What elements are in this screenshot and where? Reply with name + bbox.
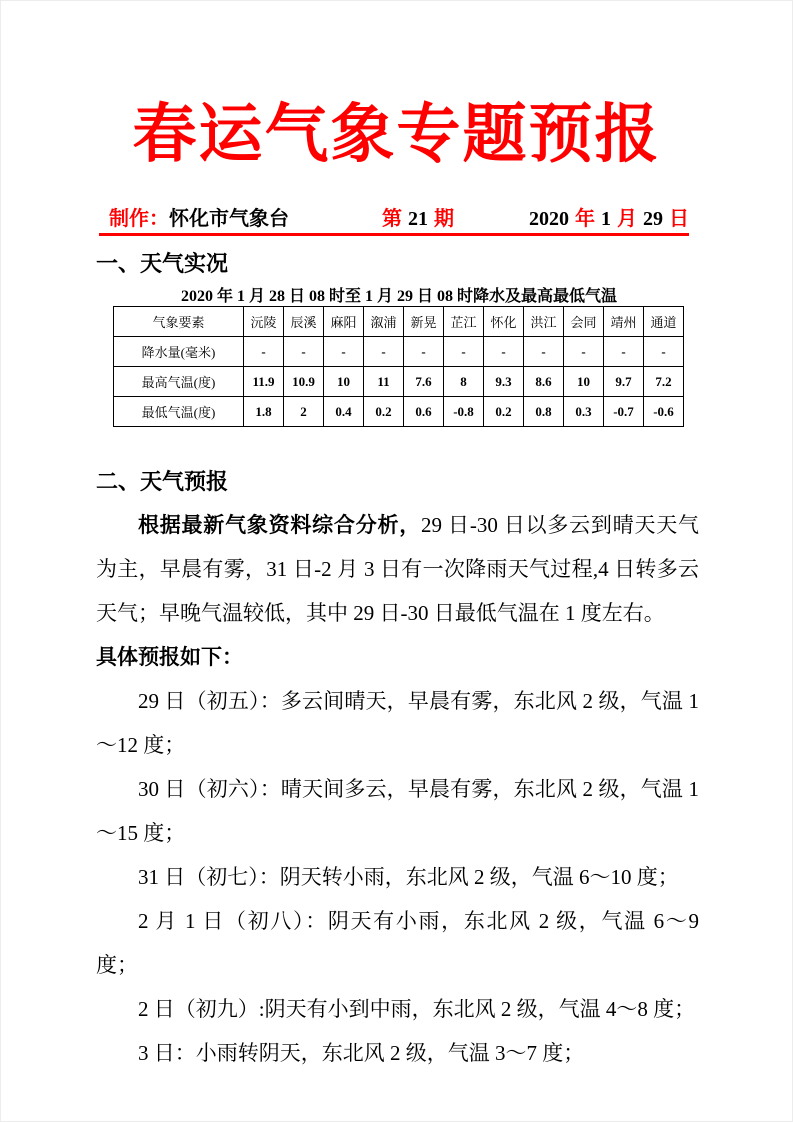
header-cell-station: 麻阳 (324, 307, 364, 337)
value-cell: 0.2 (484, 397, 524, 427)
issue-suffix: 期 (434, 208, 454, 230)
table-row (114, 397, 684, 427)
value-cell: 0.8 (524, 397, 564, 427)
value-cell: 0.3 (564, 397, 604, 427)
header-cell-station: 通道 (644, 307, 684, 337)
value-cell: - (364, 337, 404, 367)
forecast-summary (96, 503, 699, 635)
header-cell-station: 会同 (564, 307, 604, 337)
value-cell: 9.7 (604, 367, 644, 397)
value-cell: - (604, 337, 644, 367)
byline (99, 202, 689, 230)
date-year: 2020 (529, 208, 569, 230)
date-month: 1 (601, 208, 611, 230)
value-cell: - (444, 337, 484, 367)
header-cell-station: 芷江 (444, 307, 484, 337)
issue-number: 21 (408, 208, 428, 230)
value-cell: 2 (284, 397, 324, 427)
value-cell: - (284, 337, 324, 367)
date-day-unit: 日 (669, 208, 689, 230)
issue-prefix: 第 (382, 208, 402, 230)
value-cell: 7.6 (404, 367, 444, 397)
value-cell: 8 (444, 367, 484, 397)
header-cell-station: 新晃 (404, 307, 444, 337)
value-cell: - (404, 337, 444, 367)
value-cell: -0.7 (604, 397, 644, 427)
header-cell-station: 辰溪 (284, 307, 324, 337)
forecast-section (96, 467, 699, 1075)
value-cell: 8.6 (524, 367, 564, 397)
forecast-item: 31 日（初七）：阴天转小雨，东北风 2 级，气温 6～10 度； (138, 865, 679, 889)
section2-heading: 二、天气预报 (96, 469, 229, 494)
producer-label: 制作： (109, 208, 169, 230)
section1-heading: 一、天气实况 (96, 251, 229, 276)
forecast-item: 29 日（初五）：多云间晴天，早晨有雾，东北风 2 级，气温 1～12 度； (96, 689, 699, 757)
value-cell: -0.8 (444, 397, 484, 427)
date-day: 29 (643, 208, 663, 230)
value-cell: 9.3 (484, 367, 524, 397)
summary-body: 29 日-30 日以多云到晴天天气为主，早晨有雾，31 日-2 月 3 日有一次降雨天气过程,4 日转多云天气；早晚气温较低，其中 29 日-30 日最低气温在 1 度左右。 (96, 513, 700, 625)
header-cell-station: 靖州 (604, 307, 644, 337)
value-cell: 0.6 (404, 397, 444, 427)
weather-table (113, 306, 684, 427)
value-cell: 11 (364, 367, 404, 397)
table-row (114, 337, 684, 367)
value-cell: - (244, 337, 284, 367)
date-month-unit: 月 (617, 208, 637, 230)
table-header-row (114, 307, 684, 337)
row-label-cell: 最高气温(度) (114, 367, 244, 397)
forecast-list (96, 679, 699, 1075)
forecast-item: 3 日：小雨转阴天，东北风 2 级，气温 3～7 度； (138, 1041, 585, 1065)
header-cell-element: 气象要素 (114, 307, 244, 337)
header-cell-station: 洪江 (524, 307, 564, 337)
value-cell: 0.4 (324, 397, 364, 427)
forecast-item: 2 日（初九）:阴天有小到中雨，东北风 2 级，气温 4～8 度； (138, 997, 696, 1021)
weather-table-title: 2020 年 1 月 28 日 08 时至 1 月 29 日 08 时降水及最高最低气温 (180, 288, 617, 305)
value-cell: 10 (324, 367, 364, 397)
header-divider (99, 233, 689, 236)
header-cell-station: 沅陵 (244, 307, 284, 337)
row-label-cell: 最低气温(度) (114, 397, 244, 427)
forecast-item: 2 月 1 日（初八）：阴天有小雨，东北风 2 级，气温 6～9 度； (96, 909, 699, 977)
value-cell: - (484, 337, 524, 367)
detail-heading: 具体预报如下： (96, 645, 243, 669)
row-label-cell: 降水量(毫米) (114, 337, 244, 367)
header-cell-station: 怀化 (484, 307, 524, 337)
value-cell: - (644, 337, 684, 367)
byline-date (529, 202, 689, 231)
value-cell: 11.9 (244, 367, 284, 397)
value-cell: 0.2 (364, 397, 404, 427)
value-cell: - (524, 337, 564, 367)
value-cell: 10.9 (284, 367, 324, 397)
value-cell: - (564, 337, 604, 367)
value-cell: 7.2 (644, 367, 684, 397)
value-cell: -0.6 (644, 397, 684, 427)
summary-lead: 根据最新气象资料综合分析， (138, 513, 422, 537)
producer-name: 怀化市气象台 (169, 208, 289, 230)
byline-issue (382, 202, 454, 231)
header-cell-station: 溆浦 (364, 307, 404, 337)
document-title: 春运气象专题预报 (132, 99, 661, 170)
value-cell: - (324, 337, 364, 367)
value-cell: 10 (564, 367, 604, 397)
table-row (114, 367, 684, 397)
forecast-item: 30 日（初六）：晴天间多云，早晨有雾，东北风 2 级，气温 1～15 度； (96, 777, 699, 845)
value-cell: 1.8 (244, 397, 284, 427)
date-year-unit: 年 (575, 208, 595, 230)
byline-producer (109, 202, 289, 231)
